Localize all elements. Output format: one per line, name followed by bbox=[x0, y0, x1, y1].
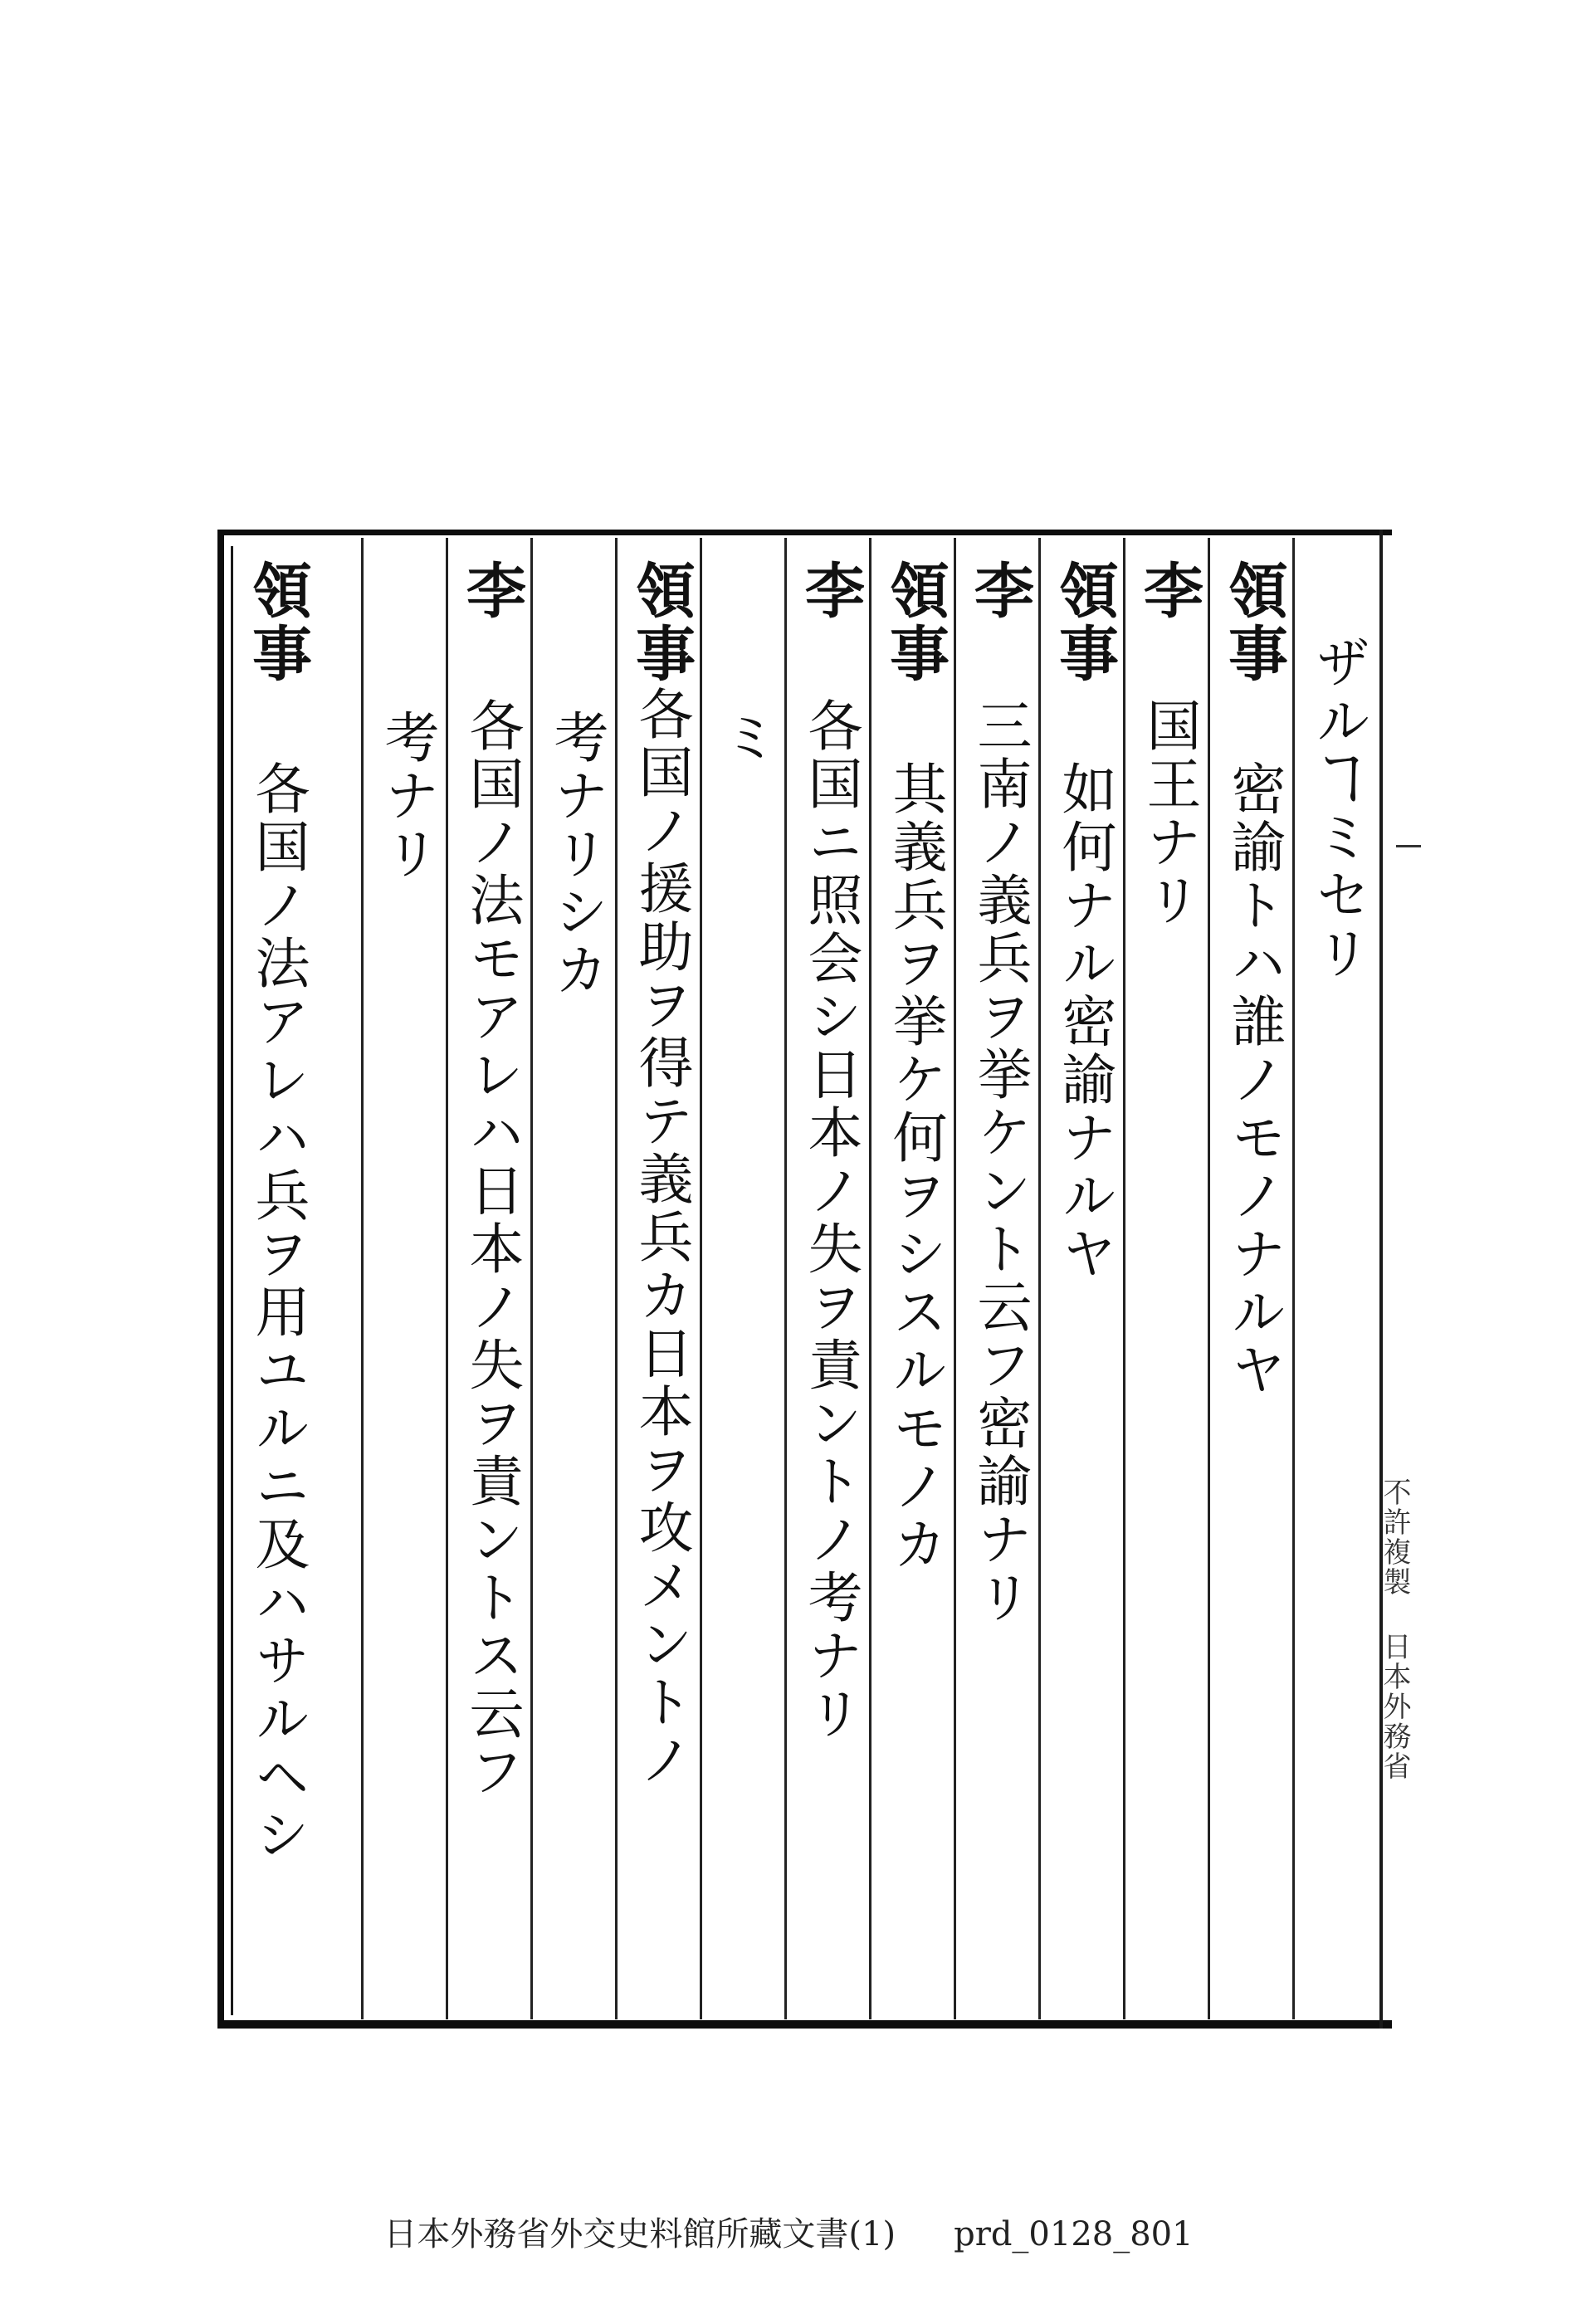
text-column-8 bbox=[706, 559, 785, 2012]
speaker-label: 李 bbox=[964, 559, 1035, 622]
column-text: 国王ナリ bbox=[1137, 697, 1201, 930]
column-text: 各国ノ法アレハ兵ヲ用ユルニ及ハサルヘシ bbox=[246, 760, 310, 1864]
text-column-2 bbox=[1213, 559, 1293, 2012]
text-column-5 bbox=[959, 559, 1039, 2012]
speaker-label: 領事 bbox=[1049, 559, 1120, 686]
page-caption bbox=[0, 2208, 1577, 2255]
column-text: 考ナリ bbox=[375, 709, 439, 883]
column-text: 各国ノ援助ヲ得テ義兵カ日本ヲ攻メントノ bbox=[629, 686, 693, 1789]
archive-stamp: 不許複製 日本外務省 bbox=[1378, 1477, 1411, 1781]
frame-border-left bbox=[217, 530, 224, 2029]
column-text: ザルヿミセリ bbox=[1306, 634, 1370, 983]
frame-border-top bbox=[217, 530, 1392, 535]
column-text: 考ナリシカ bbox=[544, 709, 608, 999]
column-text: 各国ニ照会シ日本ノ失ヲ責ントノ考ナリ bbox=[798, 697, 862, 1743]
text-column-6 bbox=[875, 559, 954, 2012]
speaker-label: 李 bbox=[1134, 559, 1204, 622]
text-column-4 bbox=[1044, 559, 1124, 2012]
text-column-7 bbox=[790, 559, 870, 2012]
text-column-10 bbox=[536, 559, 616, 2012]
speaker-label: 李 bbox=[795, 559, 866, 622]
speaker-label: 領事 bbox=[880, 559, 950, 686]
text-column-14 bbox=[237, 559, 317, 2012]
column-text: 其義兵ヲ挙ケ何ヲシスルモノカ bbox=[883, 760, 947, 1574]
collection-name: 日本外務省外交史料館所藏文書(1) bbox=[383, 2215, 896, 2253]
text-column-3 bbox=[1129, 559, 1208, 2012]
text-column-11 bbox=[452, 559, 531, 2012]
text-column-9 bbox=[621, 559, 701, 2012]
speaker-label: 領事 bbox=[1218, 559, 1289, 686]
margin-mark bbox=[1396, 845, 1421, 847]
speaker-label: 領事 bbox=[242, 559, 313, 686]
column-text: 三南ノ義兵ヲ挙ケント云フ密諭ナリ bbox=[968, 697, 1032, 1627]
text-column-12 bbox=[367, 559, 447, 2012]
column-text: 如何ナル密諭ナルヤ bbox=[1052, 760, 1116, 1283]
column-text: ミ bbox=[714, 709, 778, 767]
frame-border-left-inner bbox=[231, 546, 233, 2015]
frame-border-bottom bbox=[217, 2020, 1392, 2029]
text-column-1 bbox=[1298, 559, 1378, 2012]
speaker-label: 李 bbox=[456, 559, 527, 622]
column-text: 各国ノ法モアレハ日本ノ失ヲ責ントス云フ bbox=[460, 697, 524, 1801]
manuscript-sheet bbox=[217, 530, 1392, 2030]
speaker-label: 領事 bbox=[626, 559, 696, 686]
column-text: 密諭トハ誰ノモノナルヤ bbox=[1222, 760, 1286, 1399]
reference-id: prd_0128_801 bbox=[954, 2215, 1194, 2253]
